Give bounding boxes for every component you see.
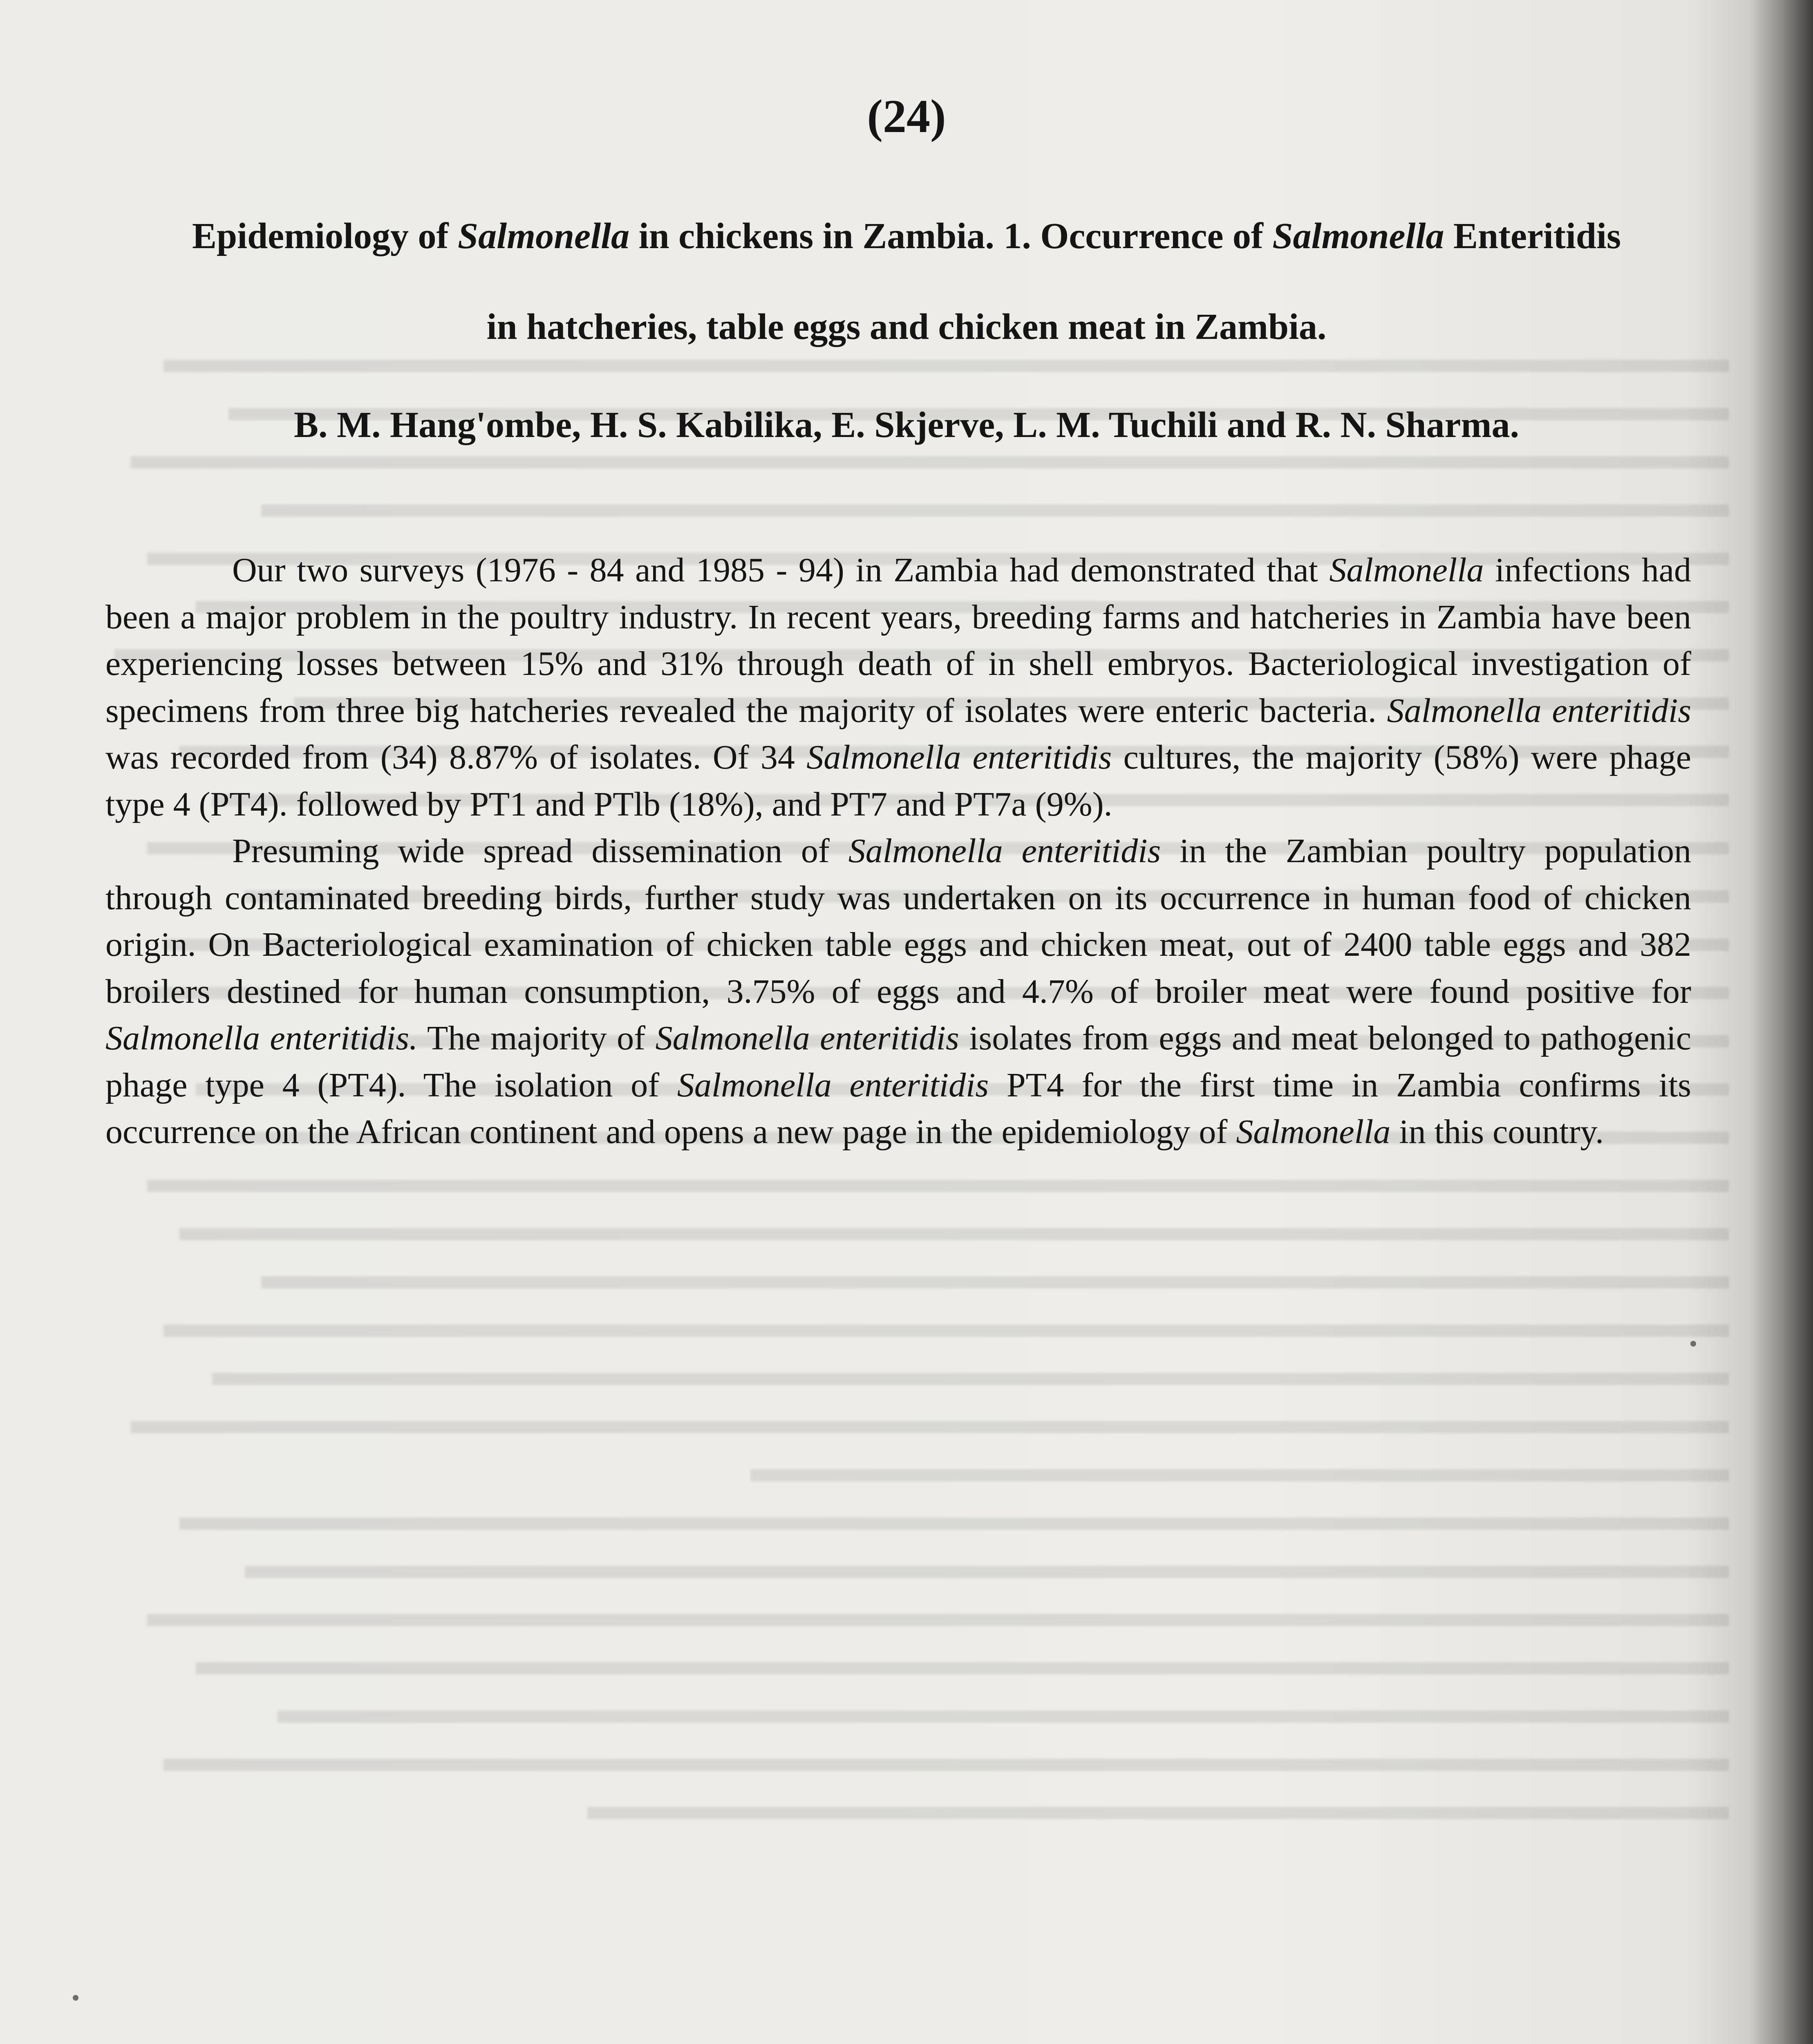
show-through-line bbox=[131, 1421, 1729, 1433]
speck-dot bbox=[73, 1995, 78, 2001]
show-through-line bbox=[131, 456, 1729, 468]
italic-run: Salmonella enteritidis bbox=[677, 1066, 989, 1104]
text-run: in the Zambian poultry population through contaminated breeding birds, further study was undertaken on its occurrence in human food of chicken origin. On Bacteriological examination of chicken table eggs and chicken meat, out of 2400 table eggs and 382 broilers destined for human consumption, 3.75% of eggs and 4.7% of broiler meat were found positive for bbox=[105, 832, 1691, 1011]
show-through-line bbox=[196, 1662, 1729, 1674]
show-through-line bbox=[147, 1180, 1729, 1192]
show-through-line bbox=[261, 1276, 1729, 1289]
text-run: Presuming wide spread dissemination of bbox=[232, 832, 848, 870]
paper-number: (24) bbox=[867, 90, 946, 143]
text-run: Our two surveys (1976 - 84 and 1985 - 94) in Zambia had demonstrated that bbox=[232, 551, 1330, 589]
text-run: was recorded from (34) 8.87% of isolates. Of 34 bbox=[105, 738, 807, 776]
abstract-paragraph-1 bbox=[105, 547, 1691, 828]
text-run: PT4 for the first time in Zambia confirms its occurrence on the African continent and opens a new page in the epidemiology of bbox=[105, 1066, 1691, 1151]
title-line-1 bbox=[0, 212, 1813, 261]
show-through-line bbox=[180, 1517, 1729, 1530]
speck-dot bbox=[1690, 1341, 1696, 1347]
show-through-line bbox=[180, 1228, 1729, 1240]
italic-run: Salmonella bbox=[1329, 551, 1484, 589]
text-run: isolates from eggs and meat belonged to pathogenic phage type 4 (PT4). The isolation of bbox=[105, 1019, 1692, 1104]
text-run: infections had been a major problem in the poultry industry. In recent years, breeding farms and hatcheries in Zambia have been experiencing losses between 15% and 31% through death of in shell embryos. Bacteriological investigation of specimens from three big hatcheries revealed the majority of isolates were enteric bacteria. bbox=[105, 551, 1691, 730]
text-run: cultures, the majority (58%) were phage type 4 (PT4). followed by PT1 and PTlb (18%), and PT7 and PT7a (9%). bbox=[105, 738, 1692, 823]
text-run: in chickens in Zambia. 1. Occurrence of bbox=[629, 216, 1273, 256]
italic-run: Salmonella enteritidis bbox=[655, 1019, 959, 1057]
italic-run: Salmonella enteritidis. bbox=[105, 1019, 418, 1057]
show-through-line bbox=[163, 1759, 1729, 1771]
italic-run: Salmonella bbox=[458, 216, 630, 256]
text-run: Enteritidis bbox=[1444, 216, 1621, 256]
italic-run: Salmonella enteritidis bbox=[806, 738, 1112, 776]
show-through-line bbox=[261, 504, 1729, 517]
abstract-body bbox=[105, 547, 1691, 1156]
authors: B. M. Hang'ombe, H. S. Kabilika, E. Skjerve, L. M. Tuchili and R. N. Sharma. bbox=[294, 405, 1519, 445]
show-through-line bbox=[750, 1469, 1729, 1481]
show-through-line bbox=[278, 1710, 1729, 1723]
text-run: in this country. bbox=[1390, 1113, 1604, 1151]
show-through-line bbox=[212, 1373, 1729, 1385]
show-through-line bbox=[163, 1325, 1729, 1337]
show-through-line bbox=[147, 1614, 1729, 1626]
italic-run: Salmonella enteritidis bbox=[848, 832, 1161, 870]
text-run: Epidemiology of bbox=[192, 216, 458, 256]
show-through-line bbox=[163, 360, 1729, 372]
show-through-line bbox=[587, 1807, 1729, 1819]
abstract-paragraph-2 bbox=[105, 828, 1691, 1156]
text-run: The majority of bbox=[418, 1019, 656, 1057]
show-through-line bbox=[245, 1566, 1729, 1578]
italic-run: Salmonella enteritidis bbox=[1387, 691, 1691, 730]
title-line-2: in hatcheries, table eggs and chicken meat in Zambia. bbox=[486, 307, 1327, 347]
italic-run: Salmonella bbox=[1272, 216, 1444, 256]
italic-run: Salmonella bbox=[1236, 1113, 1391, 1151]
